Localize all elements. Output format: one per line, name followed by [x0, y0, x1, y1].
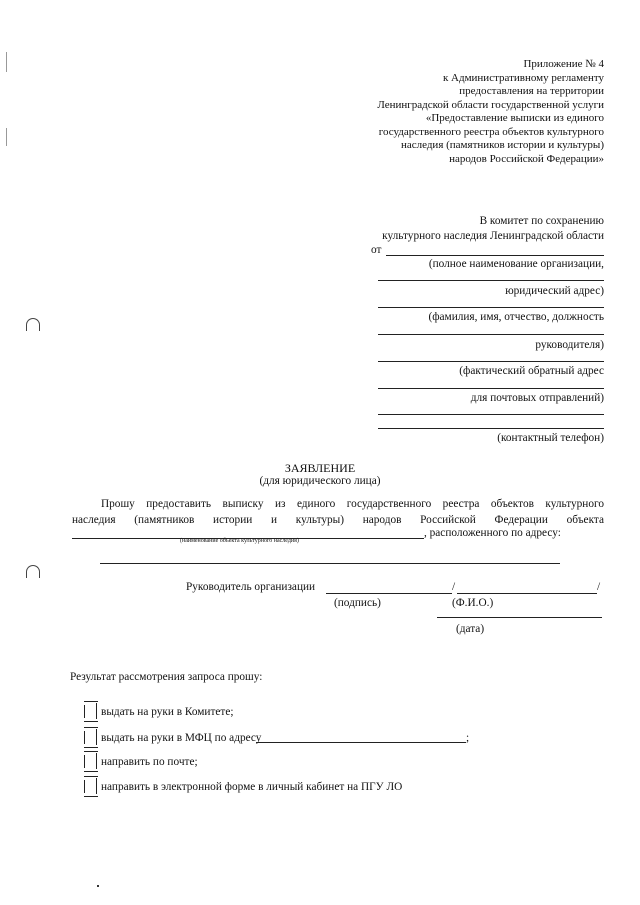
- person-hint: (фамилия, имя, отчество, должность: [428, 311, 604, 323]
- punch-hole-mark: [26, 565, 40, 578]
- document-title: ЗАЯВЛЕНИЕ: [284, 461, 356, 475]
- scan-dot: [97, 885, 99, 887]
- sign-hint: (подпись): [334, 597, 381, 609]
- signature-slash: /: [452, 581, 456, 593]
- date-field[interactable]: [437, 617, 602, 618]
- signature-label: Руководитель организации: [186, 581, 316, 593]
- annex-line: «Предоставление выписки из единого: [425, 112, 604, 124]
- annex-line: к Административному регламенту: [442, 71, 604, 84]
- result-heading: Результат рассмотрения запроса прошу:: [70, 671, 263, 683]
- fio-hint: (Ф.И.О.): [452, 597, 494, 609]
- from-label: от: [371, 244, 382, 256]
- option-label: выдать на руки в МФЦ по адресу: [101, 732, 262, 744]
- fio-field[interactable]: [457, 593, 597, 594]
- option-checkbox-bar: [96, 778, 97, 794]
- person-field[interactable]: [378, 334, 604, 335]
- date-hint: (дата): [456, 623, 485, 635]
- actual-address-field[interactable]: [378, 388, 604, 389]
- annex-line: государственного реестра объектов культурного: [378, 125, 604, 138]
- option-checkbox-bar: [96, 703, 97, 719]
- phone-hint: (контактный телефон): [497, 432, 604, 444]
- object-address-field[interactable]: [100, 563, 560, 564]
- annex-block: [304, 58, 604, 166]
- option-label: выдать на руки в Комитете;: [101, 706, 234, 718]
- margin-mark: [6, 128, 7, 146]
- request-text-line-2: наследия (памятников истории и культуры) народов Российской Федерации объекта: [72, 514, 604, 526]
- margin-mark: [6, 52, 7, 72]
- addressee-line-1: В комитет по сохранению: [479, 215, 604, 227]
- signature-field[interactable]: [326, 593, 452, 594]
- head-field[interactable]: [378, 361, 604, 362]
- option-checkbox-bar: [96, 753, 97, 769]
- option-label: направить по почте;: [101, 756, 198, 768]
- located-at-label: , расположенного по адресу:: [424, 527, 561, 539]
- addressee-line-2: культурного наследия Ленинградской области: [382, 230, 604, 242]
- annex-line: предоставления на территории: [459, 85, 604, 97]
- annex-line: народов Российской Федерации»: [449, 152, 604, 165]
- document-subtitle: (для юридического лица): [259, 475, 381, 487]
- object-name-hint: (наименование объекта культурного наследия): [180, 538, 299, 544]
- legal-address-field[interactable]: [378, 307, 604, 308]
- legal-address-hint: юридический адрес): [505, 285, 604, 297]
- request-text-line-1: Прошу предоставить выписку из единого государственного реестра объектов культурного: [101, 498, 604, 510]
- from-field[interactable]: [386, 255, 604, 256]
- punch-hole-mark: [26, 318, 40, 331]
- org-name-hint: (полное наименование организации,: [428, 258, 604, 270]
- annex-line: Приложение № 4: [523, 58, 604, 70]
- head-hint: руководителя): [535, 339, 604, 351]
- postal-field-2[interactable]: [378, 428, 604, 429]
- mfc-address-field[interactable]: [256, 742, 466, 743]
- postal-field-1[interactable]: [378, 414, 604, 415]
- option-checkbox-bar: [96, 729, 97, 745]
- org-field[interactable]: [378, 280, 604, 281]
- actual-address-hint: (фактический обратный адрес: [459, 365, 604, 377]
- postal-hint: для почтовых отправлений): [470, 392, 604, 404]
- mfc-suffix: ;: [466, 732, 470, 744]
- option-label: направить в электронной форме в личный кабинет на ПГУ ЛО: [101, 781, 403, 793]
- annex-line: Ленинградской области государственной услуги: [377, 98, 604, 111]
- annex-line: наследия (памятников истории и культуры): [400, 139, 604, 151]
- signature-slash: /: [597, 581, 601, 593]
